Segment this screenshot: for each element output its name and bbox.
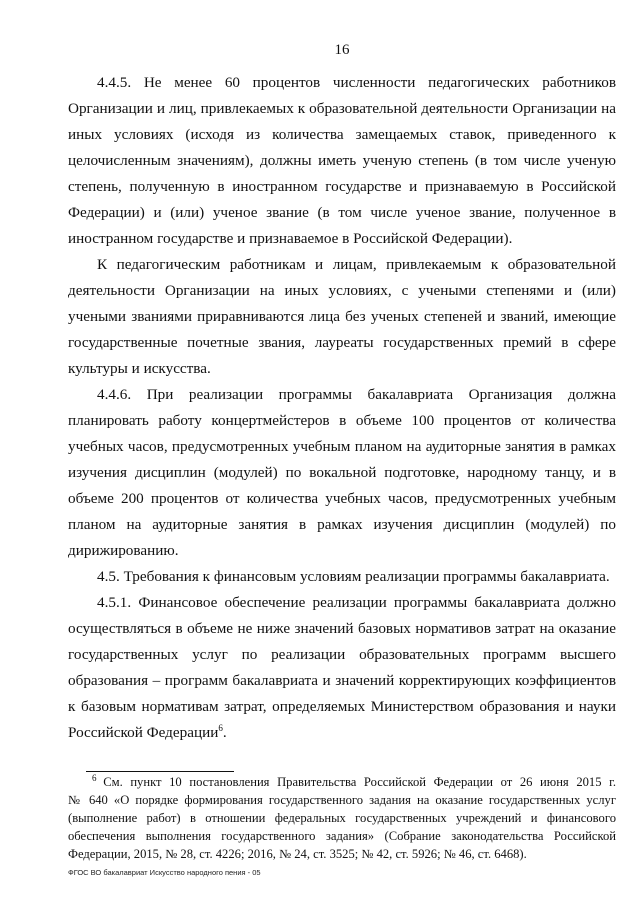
text-line — [68, 460, 616, 486]
text-line — [68, 720, 616, 746]
text-line — [68, 356, 616, 382]
footnote-separator — [86, 771, 234, 772]
line-text: № 640 «О порядке формирования государственного задания на оказание государственных услуг — [68, 793, 616, 807]
text-line — [68, 252, 616, 278]
line-text: (выполнение работ) в отношении федеральных государственных учреждений и финансового — [68, 811, 616, 825]
text-line — [68, 564, 616, 590]
footnote-line — [68, 845, 616, 863]
line-text: Федерации) и (или) ученое звание (в том числе ученое звание, полученное в — [68, 204, 616, 221]
text-line — [68, 304, 616, 330]
line-text: учеными званиями приравниваются лица без ученых степеней и званий, имеющие — [68, 308, 616, 325]
line-text: 4.4.5. Не менее 60 процентов численности педагогических работников — [97, 74, 616, 91]
paragraph — [68, 70, 616, 252]
line-text: К педагогическим работникам и лицам, привлекаемым к образовательной — [97, 256, 616, 273]
footnote-reference[interactable]: 6 — [218, 722, 223, 733]
line-text: Организации и лиц, привлекаемых к образовательной деятельности Организации на — [68, 100, 616, 117]
line-text: деятельности Организации на иных условиях, с учеными степенями и (или) — [68, 282, 616, 299]
paragraph — [68, 564, 616, 590]
text-line — [68, 616, 616, 642]
line-text: 4.5. Требования к финансовым условиям реализации программы бакалавриата. — [97, 568, 610, 585]
text-line — [68, 694, 616, 720]
text-line — [68, 174, 616, 200]
text-line — [68, 382, 616, 408]
line-text: культуры и искусства. — [68, 360, 211, 377]
footnote-line — [68, 791, 616, 809]
text-line — [68, 590, 616, 616]
line-text: 4.5.1. Финансовое обеспечение реализации программы бакалавриата должно — [97, 594, 616, 611]
footnote-line — [68, 827, 616, 845]
page-number: 16 — [334, 42, 350, 58]
text-line — [68, 200, 616, 226]
line-text: См. пункт 10 постановления Правительства Российской Федерации от 26 июня 2015 г. — [103, 775, 616, 789]
text-line — [68, 278, 616, 304]
line-text: государственные почетные звания, лауреаты государственных премий в сфере — [68, 334, 616, 351]
text-line — [68, 538, 616, 564]
line-text: учебных часов, предусмотренных учебным планом на аудиторные занятия в рамках — [68, 438, 616, 455]
text-line — [68, 642, 616, 668]
line-text: степень, полученную в иностранном государстве и признаваемую в Российской — [68, 178, 616, 195]
line-text: объеме 200 процентов от количества учебных часов, предусмотренных учебным — [68, 490, 616, 507]
text-line — [68, 408, 616, 434]
line-text: планом на аудиторные занятия в рамках изучения дисциплин (модулей) по — [68, 516, 616, 533]
text-line — [68, 148, 616, 174]
text-line — [68, 96, 616, 122]
paragraph — [68, 252, 616, 382]
text-line — [68, 330, 616, 356]
text-line — [68, 486, 616, 512]
document-footer: ФГОС ВО бакалавриат Искусство народного пения - 05 — [68, 868, 261, 877]
line-text: иных условиях (исходя из количества замещаемых ставок, приведенного к — [68, 126, 616, 143]
footnote-marker: 6 — [92, 772, 104, 783]
line-text: целочисленным значениям), должны иметь ученую степень (в том числе ученую — [68, 152, 616, 169]
line-text: государственных услуг по реализации образовательных программ высшего — [68, 646, 616, 663]
text-line — [68, 226, 616, 252]
footnote — [68, 773, 616, 863]
line-text: дирижированию. — [68, 542, 179, 559]
line-text: планировать работу концертмейстеров в объеме 100 процентов от количества — [68, 412, 616, 429]
paragraph — [68, 590, 616, 746]
line-text: 4.4.6. При реализации программы бакалавриата Организация должна — [97, 386, 616, 403]
text-line — [68, 70, 616, 96]
line-text: к базовым нормативам затрат, определяемых Министерством образования и науки — [68, 698, 616, 715]
footnote-line — [68, 773, 616, 791]
line-text: Федерации, 2015, № 28, ст. 4226; 2016, № 24, ст. 3525; № 42, ст. 5926; № 46, ст. 6468). — [68, 847, 527, 861]
line-text: иностранном государстве и признаваемое в Российской Федерации). — [68, 230, 513, 247]
line-text: изучения дисциплин (модулей) по вокальной подготовке, народному танцу, и в — [68, 464, 616, 481]
text-line — [68, 434, 616, 460]
text-line — [68, 122, 616, 148]
line-text: образования – программ бакалавриата и значений корректирующих коэффициентов — [68, 672, 616, 689]
text-line — [68, 668, 616, 694]
punctuation: . — [222, 724, 227, 741]
footnote-line — [68, 809, 616, 827]
line-text: обеспечения выполнения государственного задания» (Собрание законодательства Российской — [68, 829, 616, 843]
paragraph — [68, 382, 616, 564]
line-text: Российской Федерации — [68, 724, 219, 741]
document-body — [68, 70, 616, 746]
text-line — [68, 512, 616, 538]
line-text: осуществляться в объеме не ниже значений базовых нормативов затрат на оказание — [68, 620, 616, 637]
